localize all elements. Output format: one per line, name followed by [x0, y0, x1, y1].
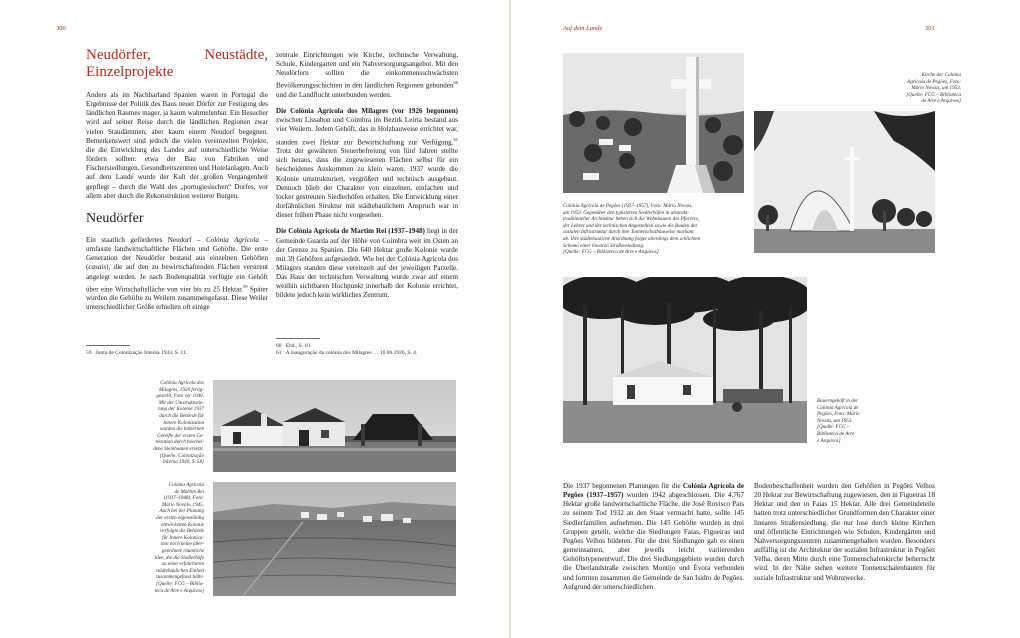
caption-pegoes-overview: Colónia Agrícola de Pegões (1937–1957), Foto: Mário Novais, um 1953. Gegenüber den typisierten Siedlerhöfen in abstrakt- traditioneller Architektur heben sich die Wohnbauten des Pfarrers, der Lehrer und der technischen Angestellten sowie die Bauten der sozialen Infrastruktur durch ihre Tonnenschalbauweise markant ab. Ihre städtebauliche Anordnung folgte allerdings dem schlichten Schema einer linearen Straßensiedlung. [Quelle: FCG – Biblioteca de Arte e Arquivos] — [563, 203, 701, 256]
chapter-title: Neudörfer, Neustädte, Einzelprojekte — [86, 47, 268, 80]
footnote-ref-60: 60 — [453, 80, 458, 86]
left-page — [0, 0, 509, 638]
footnote-ref-61: 61 — [453, 136, 458, 142]
footnotes-right — [276, 343, 417, 357]
caption-church: Kirche der Colónia Agrícola de Pegões, Foto: Mário Novais, um 1953. [Quelle: FCG – Biblioteca de Arte e Arquivos] — [906, 72, 961, 105]
photo-colonia-milagres — [213, 380, 456, 472]
martim-rei-paragraph: Die Colónia Agrícola de Martim Rei (1937–1948) liegt in der Gemeinde Guarda auf der Höhe von Coimbra weit im Osten an der Grenze zu Spanien. Die 640 Hektar große Kolonie wurde mit 39 Gehöften aufgesiedelt. Wie bei der Colónia Agrícola dos Milagres standen diese vereinzelt auf der jeweiligen Parzelle. Das Haus der technischen Verwaltung wurde zwar auf einem weithin sichtbaren Hochpunkt innerhalb der Kolonie errichtet, bildete jedoch kein wirkliches Zentrum. — [276, 227, 458, 300]
colonies-intro-paragraph: zentrale Einrichtungen wie Kirche, technische Verwaltung, Schule, Kindergarten und ein Nahversorgungsangebot. Mit den Neudörfern sollten die einkommensschwächsten Bevölkerungsschichten in den ländlichen Regionen gebunden$^{60}$ und die Landflucht unterbunden werden. — [276, 51, 458, 99]
right-column-2 — [754, 482, 935, 590]
page-number-right: 301 — [925, 25, 935, 32]
footnote-61: 61 A inauguração da colónia dos Milagres … 16.06.1926, S. 4. — [276, 350, 418, 357]
footnote-rule-right — [276, 338, 320, 339]
photo-pegoes-farmstead — [563, 277, 807, 443]
photo-pegoes-cross — [563, 53, 744, 193]
footnote-rule-left — [86, 345, 130, 346]
left-column-1 — [86, 47, 268, 319]
footnotes-left — [86, 350, 187, 357]
left-column-2 — [276, 51, 458, 308]
footnote-ref-59: 59 — [243, 283, 248, 289]
photo-colonia-martim-rei — [213, 482, 456, 596]
section-title-neudoerfer: Neudörfer — [86, 210, 144, 226]
pegoes-paragraph: Die 1937 begonnenen Planungen für die Colónia Agrícola de Pegões (1937–1957) wurden 1942 abgeschlossen. Die 4.767 Hektar große landwirtschaftliche Fläche, die José Rovisco Pais zu seinem Tod 1932 an den Staat vermacht hatte, sollte 145 Siedlerfamilien aufnehmen. Die 145 Gehöfte wurden in drei Gruppen geteilt, welche die Siedlungen Faias, Figueiras und Pegões Velhos bildeten. Für die drei Siedlungen gab es einen gemeinsamen, aber jeweils leicht variierenden Gehöftstypenentwurf. Die drei Siedlungsgebiete wurden durch die Überlandstraße zwischen Montijo und Évora verbunden und formten zusammen die Gemeinde de San Isidro de Pegões. Aufgrund der unterschiedlichen — [563, 482, 745, 591]
pegoes-continued-paragraph: Bodenbeschaffenheit wurden den Gehöften in Pegões Velhos 20 Hektar zur Bewirtschaftung zugewiesen, den in Figueiras 18 Hektar und den in Faias 15 Hektar. Alle drei Gemeindeteile hatten trotz unterschiedlicher Grundformen den Charakter einer linearen Straßensiedlung, die nur lose durch kleine Kirchen und öffentliche Einrichtungen wie Schulen, Kindergärten und Nahversorgungszentren zusammengehalten wurden. Besonders auffällig ist die Architektur der sozialen Infrastruktur in Pegões Velha, deren Mitte durch eine Tonnenschalenkirche beherrscht wird. In der Nähe stehen weitere Tonnenschalenbauten für soziale Infrastruktur und Wohnzwecke. — [754, 482, 935, 582]
caption-martim-rei: Colónia Agrícola de Martim Rei (1937–1948), Foto: Mário Novais, 1945. Auch bei der Planung der ersten eigenständig entwickelten Kolonie verfolgte die Behörde für Innere Koloniса- tion noch keine über- geordnete räumliche Idee, die die Siedlerhöfe zu einer erfahrbaren städtebaulichen Einheit zusammengefasst hätte. [Quelle: FCG – Biblio- teca de Arte e Arquivos] — [154, 482, 204, 594]
caption-farmstead: Bauerngehöft in der Colónia Agrícola de Pegões, Foto: Mário Novais, um 1953. [Quelle: FCG – Biblioteca de Arte e Arquivos] — [817, 398, 860, 444]
running-head: Auf dem Lande — [563, 25, 603, 32]
photo-pegoes-church — [754, 111, 935, 253]
right-page — [511, 0, 1020, 638]
footnote-59: 59 Junta de Colonização Interna 1943, S. 11. — [86, 350, 188, 356]
intro-paragraph: Anders als im Nachbarland Spanien waren in Portugal die Ergebnisse der Politik des Baus neuer Dörfer zur Festigung des ländlichen Raumes mager, ja kaum wahrnehmbar. Ein Besucher wird auf seiner Reise durch die ländlichen Regionen zwar vielen Staudämmen, aber kaum einem Neudorf begegnen. Bemerkenswert sind jedoch die vielen vereinzelten Projekte, die die Entwicklung des Landes auf unterschiedliche Weise fördern sollten: etwa der Bau von Fabriken und Fischersiedlungen, Gesundheitszentren und Hotelanlagen. Auch auf dem Lande wurde der Kult der großen Vergangenheit gepflegt – durch die Wahl des „portugiesischen“ Dorfes, vor allem aber durch die Rekonstruktion weiterer Burgen. — [86, 91, 268, 200]
neudorf-paragraph: Ein staatlich gefördertes Neudorf – Colónia Agrícola – umfasste landwirtschaftliche Flächen und Gehöfte. Die erste Generation der Neudörfer bestand aus einzelnen Gehöften (casais), die auf den zu bewirtschaftenden Flächen verstreut angelegt wurden. Je nach Bodenqualität verfügte ein Gehöft über eine Wirtschaftsfläche von vier bis zu 25 Hektar.$^{59}$ Später wurden die Gehöfte zu Weilern zusammengefasst. Diese Weiler unterschiedlicher Größe erhielten oft einige — [86, 235, 268, 312]
milagres-paragraph: Die Colónia Agrícola dos Milagres (vor 1926 begonnen) zwischen Lissabon und Coimbra im Bezirk Leiria bestand aus vier Weilern. Jedem Gehöft, das in Holzbauweise errichtet war, standen zwei Hektar zur Bewirtschaftung zur Verfügung.$^{61}$ Trotz der gewährten Steuerbefreiung von fünf Jahren stellte sich heraus, dass die zugewiesenen Flächen selbst für ein bescheidenes Auskommen zu klein waren. 1937 wurde die Kolonie umstrukturiert, vergrößert und technisch ausgebaut. Dennoch blieb der Charakter von einzelnen, einfachen und locker gestreuten Siedlerhöfen erhalten. Die Entwicklung einer dorfähnlichen Struktur mit städtebaulichem Anspruch war in dieser frühen Phase nicht vorgesehen. — [276, 107, 458, 220]
page-number-left: 300 — [56, 25, 66, 32]
caption-milagres: Colónia Agrícola dos Milagres, 1926 fertig- gestellt, Foto vor 1940. Mit der Umstrukturie- rung der Kolonie 1937 durch die Behörde für Innere Kolonisation wurden die hölzernen Gehöfte der ersten Ge- neration durch beschei- dene Steinbauten ersetzt. [Quelle: Colonização Interna 1940, S. 58] — [153, 380, 204, 466]
footnote-60: 60 Ebd., S. 10. — [276, 343, 312, 349]
right-column-1 — [563, 482, 744, 599]
